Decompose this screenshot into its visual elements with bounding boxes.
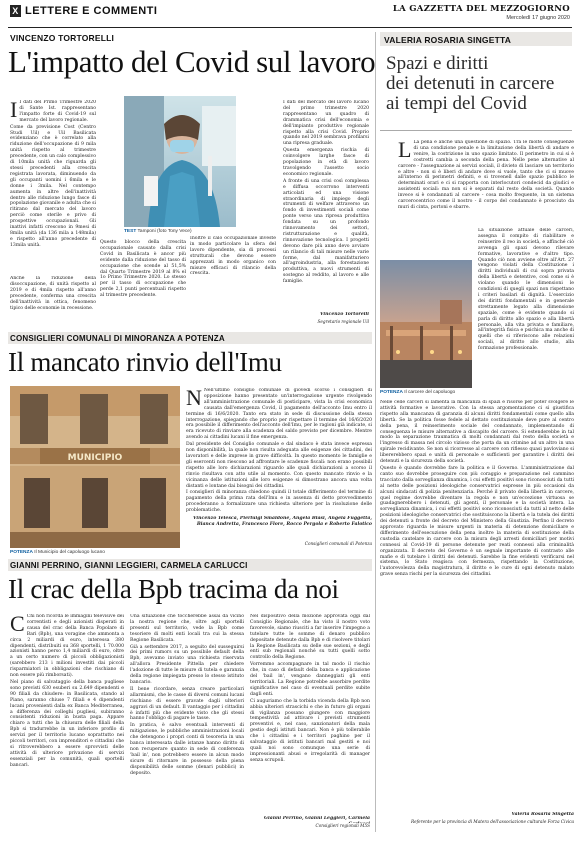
article4-para: Nel piano di salvataggio della banca pugliese sono previsti 630 esuberi su 2.649 dipendenti e 90 filiali da chiudere: in Basilicata, stando al Piano, saranno chiuse 7 filiali e 4 dipendenti lucani provenienti dalla ex Banca Mediterranea, a differenza dei colleghi pugliesi, subiranno consistenti riduzioni in busta paga. Appare chiaro a tutti che la chiusura delle filiali della Bpb si tradurrebbe in un inferiore profilo di servizi per il territorio lucano soprattutto nei piccoli territori, con imprenditori e cittadini che si ritroverebbero a essere sprovvisti delle attività di ulteriore privazione di servizi essenziali per la comunità, quali sportelli bancari. [10, 679, 124, 768]
article4-para: Chi non ricorda le immagini televisive dei correntisti e degli azionisti disperati in causa del crac della Banca Popolare di Bari (Bpb), una voragine che ammonta a circa 2 miliardi di euro, interessa 380 dipendenti, distribuiti su 368 sportelli, 1 70.000 azionisti hanno perso 1,4 miliardi di euro, oltre a un certo numero di piccoli obbligazionisti (sarebbero 213 i milioni investiti dai piccoli risparmiatori in obbligazioni che rischiano di non essere più rimborsati). [10, 614, 124, 679]
article4-para: In pratica, è salvo eventuali interventi di mitigazione, le pubbliche amministrazioni locali che detengono i propri conti di tesoreria in una banca interessata dalle istanze hanno diritto di non recuperare quanto in sede di conferenza 'bail in', non potrebbero essere in alcun modo sicure di ritornare in possesso della piena disponibilità delle somme (denari pubblici) in deposito. [130, 723, 244, 776]
article1-para: I dati del Primo Trimestre 2020 di Sante Ist. rappresentano l'impatto forte di Covid-19 sul mercato del lavoro regionale. [19, 100, 96, 123]
article3-para: Nell'ultimo consiglio comunale di giovedì scorso i consiglieri di opposizione hanno presentato un'interrogazione urgente rivolgendo all'amministrazione comunale di posticipare, vista la crisi economica causata dall'emergenza Covid, il pagamento dell'acconto Imu entro il termine di 16/6/2020. Tanto era stato in sede di discussione della stessa interrogazione, spiegando che proprio per rispettare il termine del 16/6/2020 era possibile il differimento dell'acconto dell'Imu, per le ragioni già indicate, si era ricevuto di rinviare alla scadenza del saldo previsto per dicembre. Mentre avendo ai cittadini lucani il fine emergenza. [186, 388, 372, 441]
dropcap: I [10, 100, 18, 122]
section-marker-icon: X [10, 5, 21, 17]
article4-signature: Gianni Perrino, Gianni Leggieri, Carmela [264, 816, 370, 821]
prison-photo [380, 260, 472, 388]
article2-para: La pena è anche una questione di spazio. Tra le molte conseguenze di una condizione penale e la limitazione della libertà di andare e venire, la costrizione in uno spazio limitato. Il perimetro in cui si è costretti cambia a seconda della pena. Nelle pene alternative al carcere - l'assegnazione ai servizi sociali, il divieto di lasciare un territorio e altre - non si è liberi di andare dove si vuole, tanto che ci si muove all'interno di perimetri definiti, e si trovenell dalle spazio pubblico le determinati orari e ci si rapporta con interlocutori condecid da giudici e assistenti sociali: ma non si è separati dal resto della società. Quando invece si è condannati al carcere - cosa molto frequente, in un sistema carcerocentrico come il nostro - il corpo del condannato è prosciuto da muri di cinta, portoni e sbarre. [398, 140, 574, 210]
article3-para: I consiglieri di minoranza chiedono quindi il totale differimento del termine di pagamento della prima rata dell'Imu e in assenza di detto provvedimento procederanno a formalizzare una richiesta ulteriore per la risoluzione delle problematiche. [186, 490, 372, 514]
article4-col3 [250, 614, 370, 814]
caption-tag: POTENZA [10, 550, 33, 555]
article2-col-main [380, 400, 574, 810]
article3-headline: Il mancato rinvio dell'Imu [8, 347, 282, 377]
article2-para: La situazione attuale delle carceri, assegna il compito di riabilitare e reinserire il reo in società, e affinché ciò avvenga gli spazi devono rilevare formative, lavorative e d'altro tipo. Quando ciò non avviene oltre all'Art. 27 vengono violati della Costituzione i diritti individuali di cui sopra privata della libertà e detentive, così come si è violano quando le dimensioni le condizioni di quegli spazi non rispettano i criteri basilari di dignità. L'esercizio dei diritti fondamentali e in generale strettamente legato alla dimensione spaziale, come è evidente quando si parla di diritto allo spazio e alla libertà personale, alla vita privata e familiare, all'integrità fisica e psichica ma anche di quelli che si riferiscono alle relazioni sociali, al diritto allo studio, alla formazione professionale. [478, 228, 574, 352]
column-divider [375, 32, 376, 832]
article4-para: Il bene ricordare, senza creare particolari allarmismi, che le casse di diversi comuni lucani rischiano di essere gravate dagli ulteriori aggravi di un default. Il vantaggio per i cittadini è infatti più che evidente visto che gli stessi hanno l'obbligo di pagare le tasse. [130, 686, 244, 722]
article1-para: I dati del mercato del lavoro lucano del primo trimestre 2020 rappresentano un quadro di drammatica crisi dell'economia e dell'impianto produttivo regionale rispetto alla crisi Covid. Proprio quando nel 2019 sembrava profilarsi una ripresa graduale. [283, 100, 369, 147]
article2-signature: Valeria Rosaria Singetta [511, 812, 574, 817]
article2-para: Nelle celle carceri si lamenta la mancanza di spazi e risorse per poter svolgere le attività formative e lavorative. Con la stessa argomentazione ci si giustifica rispetto alla mancanza di garanzia di alcuni diritti fondamentali come quello alla libertà. Se la politica fosse fedele al dettato costituzionale deve pure al centro della pena, il reinserimento sociale del condannato, implementando di conseguenza le misure alternative a discapito del carcere. Si estenderebbe in tal modo la separazione traumatica di molti condannati dal resto della società e l'ingresso di massa nel circolo vizioso che porta da un crimine ad un altro in una spirale recidivante. Se non si ricorresse al carcere con riflesso quasi pavloviano si libererebbero spazi e unità di personale e sufficienti per garantire i diritti dei detenuti e la sicurezza della società. [380, 400, 574, 465]
article4-signature-role: Consiglieri regionali M5S [315, 823, 370, 828]
article3-body [186, 388, 372, 514]
article1-para: Come da previsione Cost (Centro Studi Uil) e Uil Basilicata evidenziano che è correlato alla riduzione dell'occupazione di 9 mila unità rispetto al trimestre precedente, con un calo complessivo di 10mila unità che riguarda gli stessi precedenti alla crescita registrata lavorata, diminuendo da gli occupanti uomini i 6mila e le donne i 3mila. Nel contempo aumenta in altre dell'inattività dentro alle riduzione lungo fasce di popolazione giovanile e adulta che si ritirano dal mercato del lavoro perciò come sterile e privo di prospettive occupazionali. Gli inattivi infatti crescono in 9mesi di 8mila unità (da 136 mila a 148mila) e rispetto all'anno precedente di 13mila unità. [10, 124, 96, 248]
article3-para: Dal presidente del Consiglio comunale e dal sindaco è stata invece espressa non disponibilità, la quale non risulta adeguata alle esigenze dei cittadini, dei lavoratori e delle imprese in grave difficoltà. In questo momento le famiglie e gli esercenti non riescono ad affrontare le scadenze fiscali: non erano possibili rispetto alle loro dichiarazioni riguardo alle quali dichiarazioni a scorso il rinvio risultava con atto utile al momento. Con questo mancato rinvio e la vicinanza delle istituzioni alle loro esigenze si dimostrano ancora una volta distanti e lontane dai bisogni dei cittadini. [186, 442, 372, 489]
article4-para: Una situazione che toccherebbe assai da vicino la nostra regione che, oltre agli sportelli presenti sul territorio, vede la Bpb come tesoriere di molti enti locali tra cui la stessa Regione Basilicata. [130, 614, 244, 643]
dropcap: N [186, 388, 202, 410]
article1-caption [124, 229, 236, 234]
article2-intro [398, 140, 574, 228]
dropcap: L [398, 140, 412, 162]
covid-test-photo [124, 96, 236, 227]
article1-para: Questa emergenza rischia di coinvolgere larghe fasce di popolazione in età di lavoro travolgendo l'assetto socio economico regionale. [283, 148, 369, 177]
header-rule [8, 27, 572, 28]
town-hall-photo [10, 386, 180, 548]
article4-kicker: GIANNI PERRINO, GIANNI LEGGIERI, CARMELA CARLUCCI [10, 561, 248, 570]
article1-para: Inoltre il calo occupazionale investe in modo particolare la sfera del lavoro dipendente, sia di processi strutturali che devono essere apprezzati in modo organico con misure efficaci di rilancio della crescita. [190, 236, 276, 277]
article2-headline-line: ai tempi del Covid [386, 93, 527, 114]
article3-caption [10, 550, 180, 555]
caption-tag: POTENZA [380, 390, 403, 395]
masthead: LA GAZZETTA DEL MEZZOGIORNO [392, 4, 570, 14]
article1-signature-role: Segretario regionale Uil [317, 319, 369, 324]
article1-col2b [190, 236, 276, 326]
article4-para: Già a settembre 2017, a seguito del susseguirsi dei primi rumors su un possibile default della Bpb, avevamo inviato una richiesta riservata all'allora Presidente Pittella per chiedere l'adozione di tutte le misure di tutela e garanzia della regione impiegata presso lo stesso istituto bancario. [130, 644, 244, 685]
article3-signature: Vincenzo Telesca, Pierluigi Smaldone, Angela Blasi, Angela Fuggetta, Bianca Andretta, Francesco Flore, Rocco Pergola e Roberto Falotico [192, 516, 372, 527]
article2-caption [380, 390, 480, 395]
article4-para: Ci auguriamo che la torbida vicenda della Bpb non abbia ulteriori strascichi e che in futuro gli organi di vigilanza possano giungere con maggiore tempestività ad attivare i previsti strumenti preventivi e, nel caso, sanzionatori della mala gestio degli istituti bancari. Non è più tollerabile che i cittadini e i territori paghino per il salvataggio di istituti bancari mal gestiti e noi quali noi sono comunque una serie di impressionanti abusi e irregolarità di manager senza scrupoli. [250, 698, 370, 763]
article2-col-side [478, 228, 574, 388]
date-line: Mercoledì 17 giugno 2020 [506, 15, 570, 21]
caption-text: Il carcere del capoluogo [404, 390, 456, 395]
caption-tag: TEST [124, 229, 137, 234]
article1-para: Anche la riduzione della disoccupazione, di unità rispetto al 2019 e di 4mila rispetto all'anno precedente, conferma una crescita dell'inattività in ottica, fenomeno tipico delle economie in recessione. [10, 276, 96, 311]
article1-headline: L'impatto del Covid sul lavoro [8, 44, 376, 79]
article1-para: A fronte di una crisi così complessa e diffusa occorrono interventi articolati ed una visione straordinaria di impiego degli strumenti di welfare attraverso un fondo di investimenti sociali come ponte verso una ripresa produttiva fondata su un profondo rinnovamento dei settori, ristrutturazione e qualità, rinnovazione tecnologica. I progetti devono dare più anno devo avviare un rilancio di tali misure nelle varie forme, dal manifatturiero all'agroindustria, alla forestazione produttiva, a nuovi strumenti di sostegno al reddito, al lavoro e alle famiglie. [283, 178, 369, 285]
article2-headline [386, 54, 554, 114]
article2-author: VALERIA ROSARIA SINGETTA [384, 35, 512, 45]
article1-signature: Vincenzo Tortorelli [319, 312, 369, 317]
article4-col2 [130, 614, 244, 830]
page-header [0, 0, 580, 28]
municipio-sign: MUNICIPIO [67, 453, 123, 463]
article4-headline: Il crac della Bpb tracima da noi [8, 574, 339, 604]
article1-author: VINCENZO TORTORELLI [10, 33, 115, 43]
article4-para: Nel dispositivo della mozione approvata oggi dal Consiglio Regionale, che ha visto il nostro voto favorevole, siamo riusciti a far inserire l'impegno a tutelare tutte le somme di denaro pubblico depositate detenute dalla Bpb e di risolvere titolari la Regione Basilicata su delle sue sezioni, e degli enti sub regionali nonché su tutti quelli sotto controllo della Regione. [250, 614, 370, 661]
article1-para: Questo blocco della crescita occupazionale causato dalla crisi Covid in Basilicata è ancor più evidente dalla riduzione del tasso di occupazione che scende al 51,5% dal Quarto Trimestre 2019 al 8% el 1o Primo Trimestre 2020. Lo stesso per il tasso di occupazione che perde 2,1 punti percentuali rispetto al trimestre precedente. [100, 240, 186, 299]
caption-text: Il Municipio del capoluogo lucano [34, 550, 105, 555]
article3-signature-role: Consiglieri comunali di Potenza [304, 541, 372, 546]
article3-photo [10, 386, 180, 548]
article1-photo [124, 96, 236, 227]
article2-headline-line: dei detenuti in carcere [386, 73, 555, 94]
article4-col1 [10, 614, 124, 830]
article3-kicker: CONSIGLIERI COMUNALI DI MINORANZA A POTENZA [10, 334, 225, 343]
article2-signature-role: Referente per la provincia di Matera dell'associazione culturale Forza Civica [410, 819, 574, 824]
dropcap: C [10, 614, 25, 636]
section-rubric [10, 5, 157, 17]
article1-col3 [283, 100, 369, 310]
caption-text: Tamponi (foto Tony Vece) [137, 229, 192, 234]
article4-para: Vorremmo accompagnare in tal modo il rischio che, in caso di default della banca e applicazione del 'bail in', vengano danneggiati gli enti territoriali. La Regione potrebbe assorbire perdite significative nel caso di eventuali perdite subite dagli enti. [250, 662, 370, 697]
section-title: LETTERE E COMMENTI [25, 5, 158, 17]
article1-col1b [10, 276, 96, 324]
article2-headline-line: Spazi e diritti [386, 53, 489, 74]
article2-photo [380, 260, 472, 388]
article1-col1 [10, 100, 96, 275]
article2-rule [380, 130, 572, 131]
article2-para: Questo è quando dovrebbe fare la politica e il Governo. L'amministrazione dal canto suo dovrebbe proseguire con più coraggio e preparazione nel cammino tracciato dalla sorveglianza dinamica, i cui effetti positivi sono riconosciuti da tutti al netto delle posizioni ideologiche conservatrici espresse in più occasioni da alcuni sindacati di polizia penitenziaria. Perché il privato della libertà in carcere, quel regime dovrebbe diventare la regola e non un'eccezione virtuosa se guadagnerebbero i detenuti, gli agenti, il personale e la società intera. La sorveglianza dinamica, i cui effetti positivi sono riconosciuti da tutti al netto delle posizioni ideologiche conservatrici che sostituiscono la libertà e la tutela dei diritti dei detenuti a fronte del decreto del Ministero della Giustizia. Perfino il decreto approvato riguarda le misure urgenti in materia di detenzione domiciliare e differimento dell'esecuzione della pena inoltre la materia di sostituzione della custodia cautelare in carcere con la misura degli arresti domiciliari per motivi connessi al Covid-19 di persone detenute per reati connessi alla criminalità organizzata. Il decreto del Governo è un segnale importante di contrasto alle mafie e di tutelare i diritti dei detenuti. Sarebbe la fine evidenti verificarsi nel sistema, lo Stato reagisca con fermezza, rispettando la Costituzione, l'autorevolezza della magistratura, il diritto e le cure di ogni detenuto malato grave senza rischi per la sicurezza dei cittadini. [380, 465, 574, 578]
